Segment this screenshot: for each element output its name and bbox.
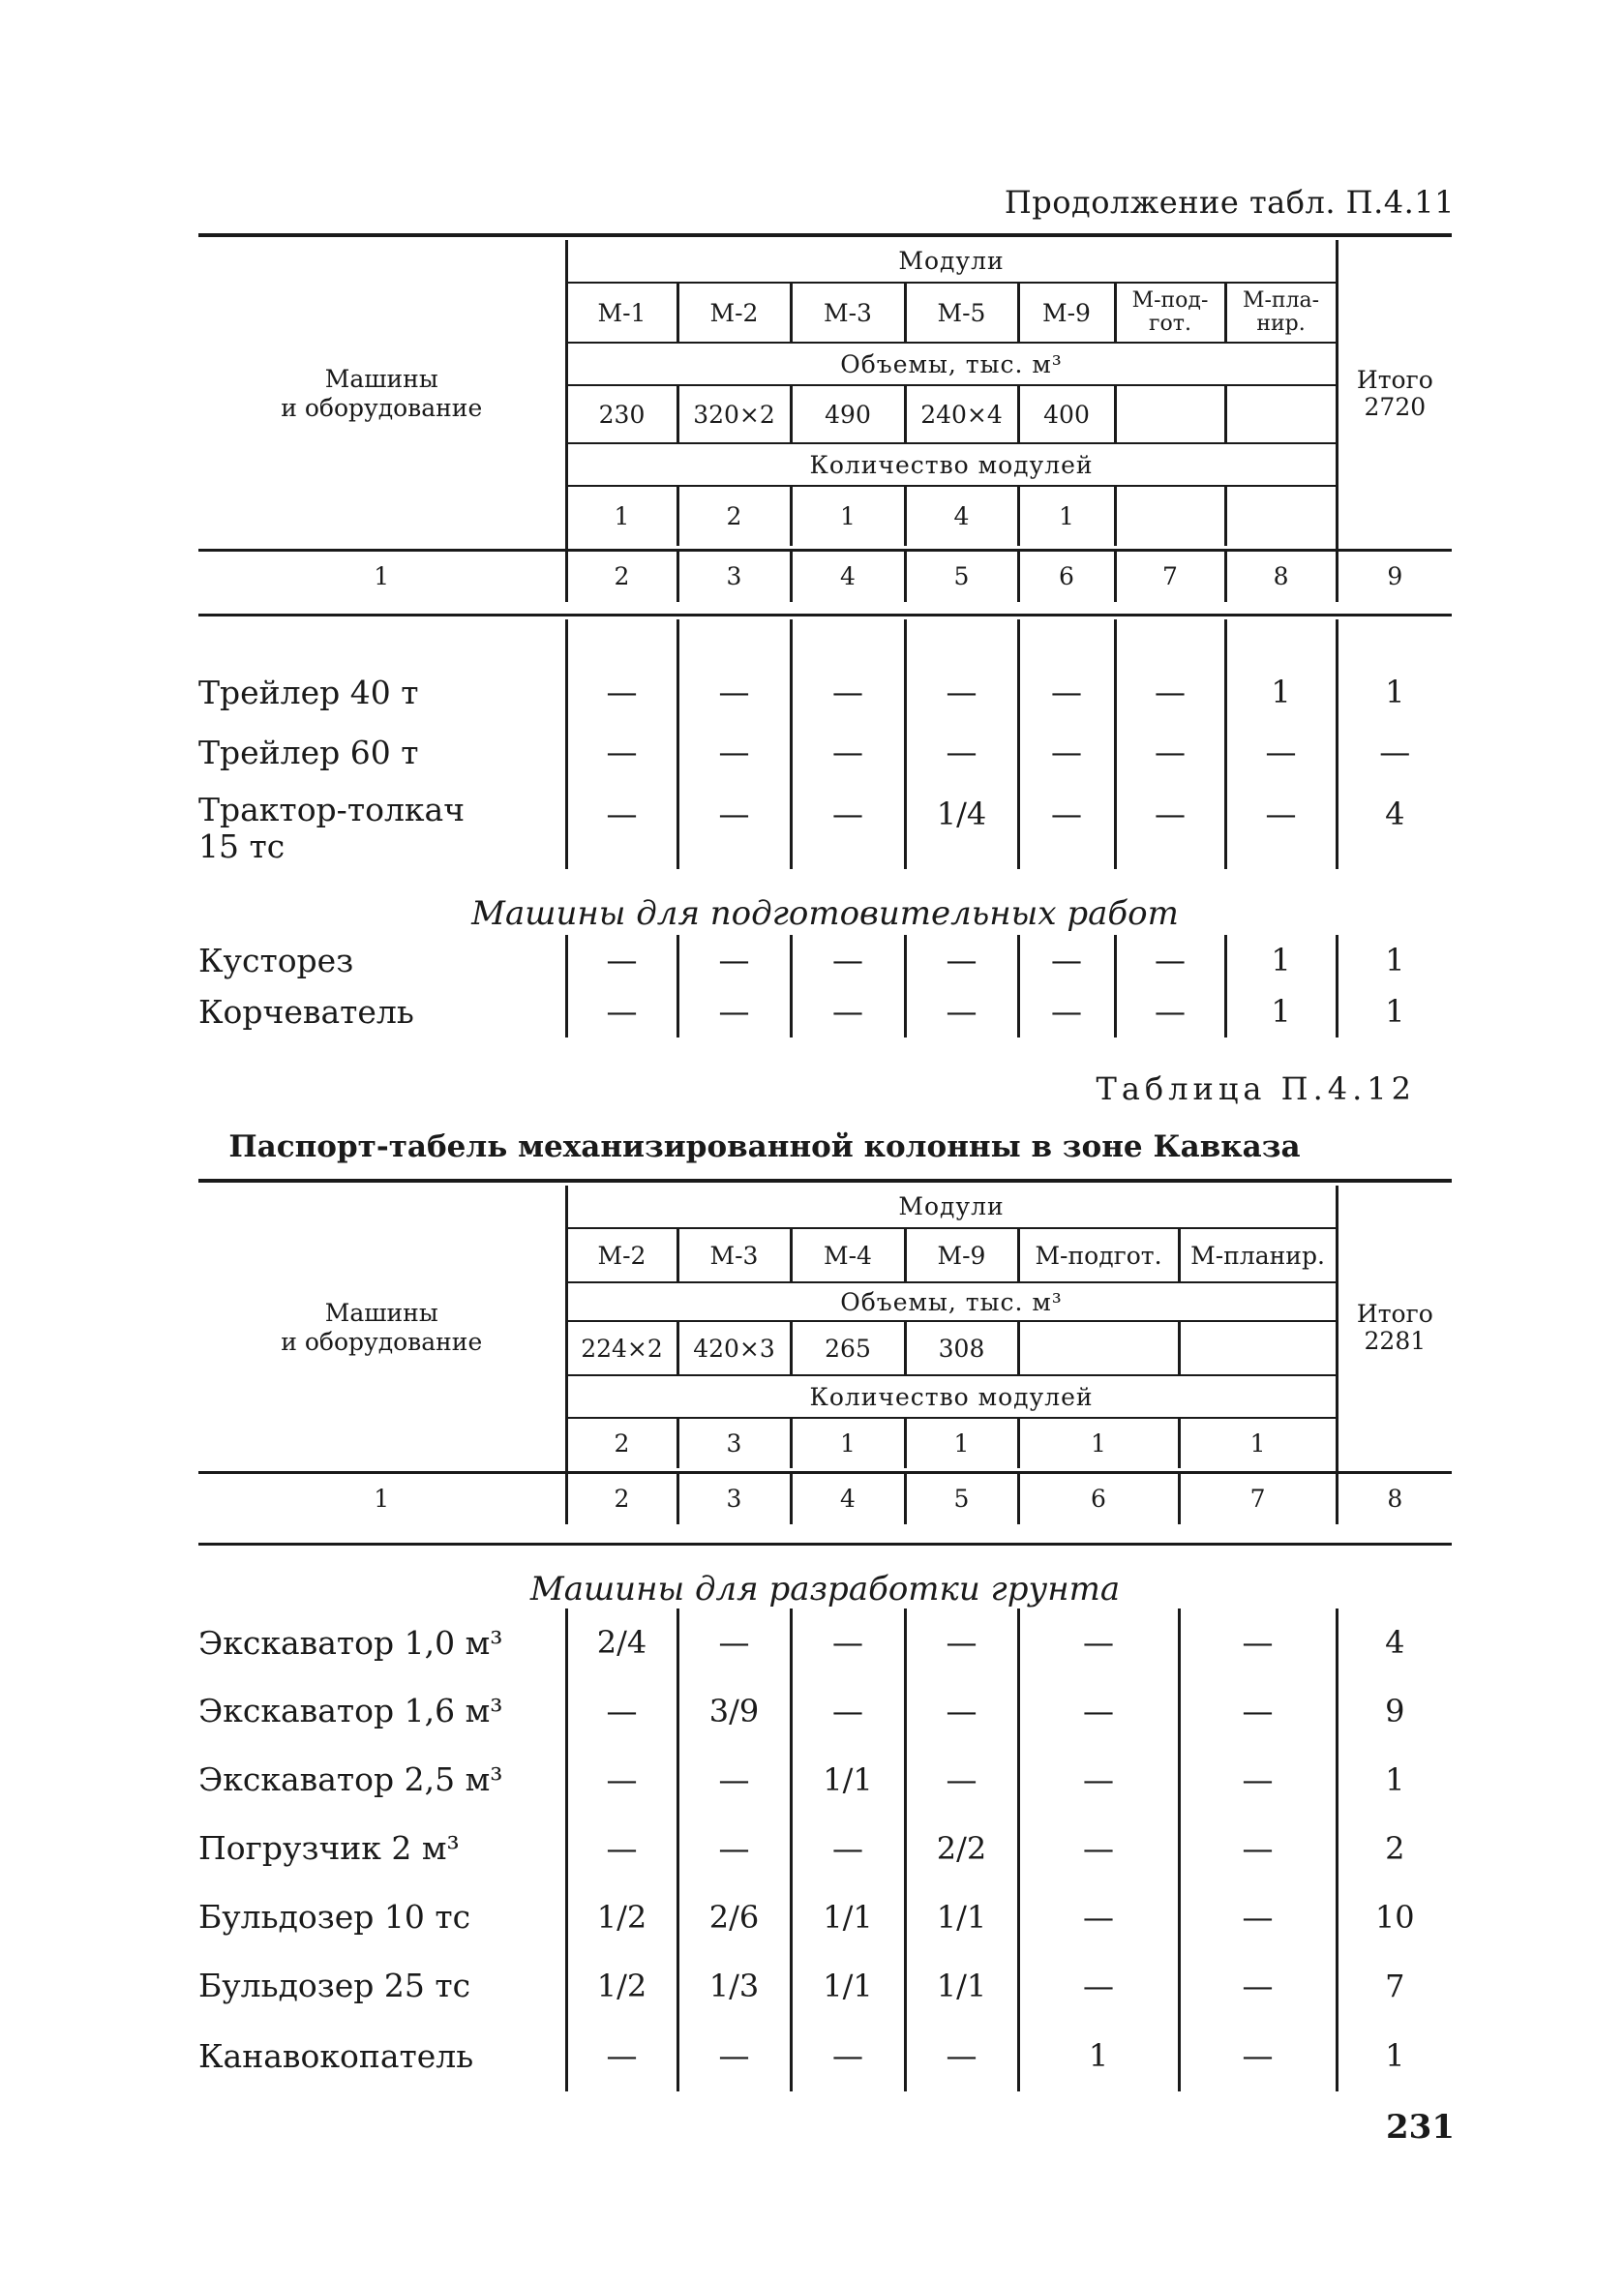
cell: — — [1179, 1745, 1337, 1814]
table2-module: М-2 — [566, 1228, 677, 1282]
section-heading-prep: Машины для подготовительных работ — [471, 894, 1179, 933]
cell: — — [677, 662, 791, 722]
table2-count-title: Количество модулей — [566, 1375, 1337, 1418]
cell: — — [791, 1814, 905, 1882]
table1-header — [198, 240, 1452, 602]
cell: — — [1115, 722, 1225, 782]
table1-count: 2 — [677, 486, 791, 546]
cell: — — [566, 1814, 677, 1882]
cell: 2/4 — [566, 1609, 677, 1676]
table1-count — [1225, 486, 1337, 546]
cell: — — [1179, 2020, 1337, 2091]
table1-count-title: Количество модулей — [566, 443, 1337, 486]
cell: — — [1018, 985, 1115, 1037]
table2-header — [198, 1186, 1452, 1524]
cell: 10 — [1337, 1882, 1452, 1951]
cell: — — [1018, 1676, 1179, 1745]
cell: 1/1 — [905, 1951, 1018, 2020]
table1-colnum: 9 — [1337, 550, 1452, 602]
table2-count: 2 — [566, 1418, 677, 1468]
cell: — — [566, 662, 677, 722]
cell: — — [905, 1676, 1018, 1745]
table2-colnum: 3 — [677, 1472, 791, 1524]
cell: 1 — [1337, 662, 1452, 722]
table2-colnum: 1 — [198, 1472, 566, 1524]
cell: — — [1018, 1951, 1179, 2020]
table-row — [198, 662, 1452, 722]
table-row — [198, 1814, 1452, 1882]
cell: — — [566, 1745, 677, 1814]
table1-volume: 320×2 — [677, 385, 791, 443]
cell: — — [1115, 662, 1225, 722]
table1-colnum: 2 — [566, 550, 677, 602]
table1-volume: 490 — [791, 385, 905, 443]
cell: — — [791, 1676, 905, 1745]
table1-module: М-1 — [566, 283, 677, 343]
cell: — — [791, 935, 905, 985]
cell: 1/1 — [791, 1745, 905, 1814]
cell: — — [1179, 1609, 1337, 1676]
cell: — — [566, 2020, 677, 2091]
table2-volumes-title: Объемы, тыс. м³ — [566, 1282, 1337, 1321]
cell: — — [1018, 1882, 1179, 1951]
cell: — — [1115, 935, 1225, 985]
cell: — — [905, 935, 1018, 985]
cell: — — [1115, 985, 1225, 1037]
row-name: Трейлер 60 т — [198, 733, 419, 771]
cell: 1 — [1337, 1745, 1452, 1814]
table2-count: 1 — [905, 1418, 1018, 1468]
table1-row-header: Машины и оборудование — [281, 365, 483, 423]
table2-colnum: 8 — [1337, 1472, 1452, 1524]
table2-colnum: 4 — [791, 1472, 905, 1524]
cell: 1 — [1225, 985, 1337, 1037]
table2-top-rule — [198, 1179, 1452, 1183]
cell: — — [791, 782, 905, 869]
table2-header-rule — [198, 1543, 1452, 1546]
cell: 1 — [1225, 935, 1337, 985]
table1-module: М-под- гот. — [1115, 283, 1225, 343]
cell: 1 — [1018, 2020, 1179, 2091]
table2-volume — [1018, 1321, 1179, 1375]
cell: — — [791, 985, 905, 1037]
cell: — — [1018, 1745, 1179, 1814]
table1-colnum: 7 — [1115, 550, 1225, 602]
table1-volume: 240×4 — [905, 385, 1018, 443]
table2-module: М-планир. — [1179, 1228, 1337, 1282]
cell: — — [1179, 1882, 1337, 1951]
cell: — — [905, 1745, 1018, 1814]
cell: 1/1 — [791, 1882, 905, 1951]
cell: — — [1018, 1609, 1179, 1676]
cell: — — [1018, 782, 1115, 869]
table2-module: М-3 — [677, 1228, 791, 1282]
cell: — — [1018, 1814, 1179, 1882]
section-heading-soil: Машины для разработки грунта — [529, 1570, 1121, 1609]
cell: 1 — [1225, 662, 1337, 722]
table1-module: М-пла- нир. — [1225, 283, 1337, 343]
cell: 7 — [1337, 1951, 1452, 2020]
cell: — — [905, 1609, 1018, 1676]
table1-colnum: 1 — [198, 550, 566, 602]
row-name: Бульдозер 25 тс — [198, 1967, 471, 2004]
table1-body — [198, 619, 1452, 1037]
cell: 2/2 — [905, 1814, 1018, 1882]
table-row — [198, 985, 1452, 1037]
table1-count: 1 — [566, 486, 677, 546]
page-number: 231 — [1386, 2108, 1455, 2147]
cell: — — [566, 935, 677, 985]
cell: — — [566, 782, 677, 869]
cell: 1 — [1337, 985, 1452, 1037]
cell: 9 — [1337, 1676, 1452, 1745]
table1-modules-title: Модули — [566, 240, 1337, 283]
cell: — — [791, 1609, 905, 1676]
table1-module: М-3 — [791, 283, 905, 343]
table2-volume: 420×3 — [677, 1321, 791, 1375]
cell: 1/2 — [566, 1882, 677, 1951]
table2-body — [198, 1558, 1452, 2091]
table2-row-header: Машины и оборудование — [281, 1299, 483, 1357]
row-name: Трейлер 40 т — [198, 673, 419, 711]
row-name: Экскаватор 1,6 м³ — [198, 1692, 503, 1729]
table1-module: М-5 — [905, 283, 1018, 343]
continuation-caption: Продолжение табл. П.4.11 — [1004, 184, 1455, 221]
table2-colnum: 2 — [566, 1472, 677, 1524]
table1-total-header: Итого 2720 — [1337, 240, 1452, 550]
table1-module: М-9 — [1018, 283, 1115, 343]
cell: — — [905, 985, 1018, 1037]
cell: 1/2 — [566, 1951, 677, 2020]
table2-count: 1 — [1179, 1418, 1337, 1468]
table2-total-header: Итого 2281 — [1337, 1186, 1452, 1472]
cell: — — [1018, 662, 1115, 722]
cell: 1/3 — [677, 1951, 791, 2020]
cell: 2 — [1337, 1814, 1452, 1882]
table1-volume: 230 — [566, 385, 677, 443]
table2-number: Таблица П.4.12 — [1096, 1070, 1416, 1107]
table-row — [198, 1676, 1452, 1745]
cell: — — [566, 722, 677, 782]
table-row — [198, 1882, 1452, 1951]
cell: — — [677, 722, 791, 782]
cell: 1 — [1337, 935, 1452, 985]
cell: 1/1 — [905, 1882, 1018, 1951]
cell: — — [905, 662, 1018, 722]
cell: 1/4 — [905, 782, 1018, 869]
table1-volume — [1225, 385, 1337, 443]
table1-top-rule — [198, 233, 1452, 237]
table1-count: 1 — [1018, 486, 1115, 546]
table-row — [198, 935, 1452, 985]
table2-volume — [1179, 1321, 1337, 1375]
table-row — [198, 1609, 1452, 1676]
cell: — — [677, 1814, 791, 1882]
cell: — — [905, 2020, 1018, 2091]
table2-module: М-подгот. — [1018, 1228, 1179, 1282]
table1-colnum: 5 — [905, 550, 1018, 602]
table2-module: М-9 — [905, 1228, 1018, 1282]
cell: — — [1179, 1676, 1337, 1745]
cell: — — [1018, 935, 1115, 985]
cell: — — [677, 1609, 791, 1676]
table1-count: 1 — [791, 486, 905, 546]
row-name: Бульдозер 10 тс — [198, 1898, 471, 1936]
table-row — [198, 2020, 1452, 2091]
cell: 2/6 — [677, 1882, 791, 1951]
cell: — — [677, 1745, 791, 1814]
table-row — [198, 722, 1452, 782]
cell: — — [905, 722, 1018, 782]
table2-volume: 308 — [905, 1321, 1018, 1375]
cell: — — [791, 722, 905, 782]
row-name: Погрузчик 2 м³ — [198, 1829, 460, 1867]
cell: — — [1225, 722, 1337, 782]
table1-colnum: 8 — [1225, 550, 1337, 602]
table2-count: 1 — [1018, 1418, 1179, 1468]
cell: — — [566, 985, 677, 1037]
cell: — — [566, 1676, 677, 1745]
row-name: Экскаватор 2,5 м³ — [198, 1760, 503, 1798]
table2-volume: 224×2 — [566, 1321, 677, 1375]
table1-colnum: 3 — [677, 550, 791, 602]
cell: 1 — [1337, 2020, 1452, 2091]
table2-module: М-4 — [791, 1228, 905, 1282]
table2-title: Паспорт-табель механизированной колонны в зоне Кавказа — [228, 1129, 1301, 1164]
table2-colnum: 5 — [905, 1472, 1018, 1524]
cell: — — [1115, 782, 1225, 869]
cell: — — [1225, 782, 1337, 869]
table2-count: 1 — [791, 1418, 905, 1468]
table1-count — [1115, 486, 1225, 546]
row-name: Канавокопатель — [198, 2036, 474, 2075]
table-row — [198, 1951, 1452, 2020]
table2-count: 3 — [677, 1418, 791, 1468]
table2-colnum: 6 — [1018, 1472, 1179, 1524]
cell: — — [677, 2020, 791, 2091]
table2-modules-title: Модули — [566, 1186, 1337, 1228]
row-name: Экскаватор 1,0 м³ — [198, 1623, 503, 1662]
table1-volume: 400 — [1018, 385, 1115, 443]
row-name: Кусторез — [198, 941, 354, 979]
cell: — — [677, 985, 791, 1037]
cell: 3/9 — [677, 1676, 791, 1745]
table2-volume: 265 — [791, 1321, 905, 1375]
cell: 1/1 — [791, 1951, 905, 2020]
row-name: Трактор-толкач 15 тс — [198, 791, 466, 865]
table-row — [198, 1745, 1452, 1814]
cell: — — [677, 782, 791, 869]
table1-count: 4 — [905, 486, 1018, 546]
cell: 4 — [1337, 1609, 1452, 1676]
table-row — [198, 782, 1452, 869]
cell: — — [1337, 722, 1452, 782]
cell: — — [677, 935, 791, 985]
cell: — — [791, 2020, 905, 2091]
table2-colnum: 7 — [1179, 1472, 1337, 1524]
row-name: Корчеватель — [198, 992, 414, 1031]
table1-volumes-title: Объемы, тыс. м³ — [566, 343, 1337, 385]
table1-module: М-2 — [677, 283, 791, 343]
table1-volume — [1115, 385, 1225, 443]
cell: 4 — [1337, 782, 1452, 869]
table1-header-rule — [198, 614, 1452, 616]
cell: — — [791, 662, 905, 722]
cell: — — [1179, 1951, 1337, 2020]
cell: — — [1179, 1814, 1337, 1882]
cell: — — [1018, 722, 1115, 782]
table1-colnum: 4 — [791, 550, 905, 602]
table1-colnum: 6 — [1018, 550, 1115, 602]
